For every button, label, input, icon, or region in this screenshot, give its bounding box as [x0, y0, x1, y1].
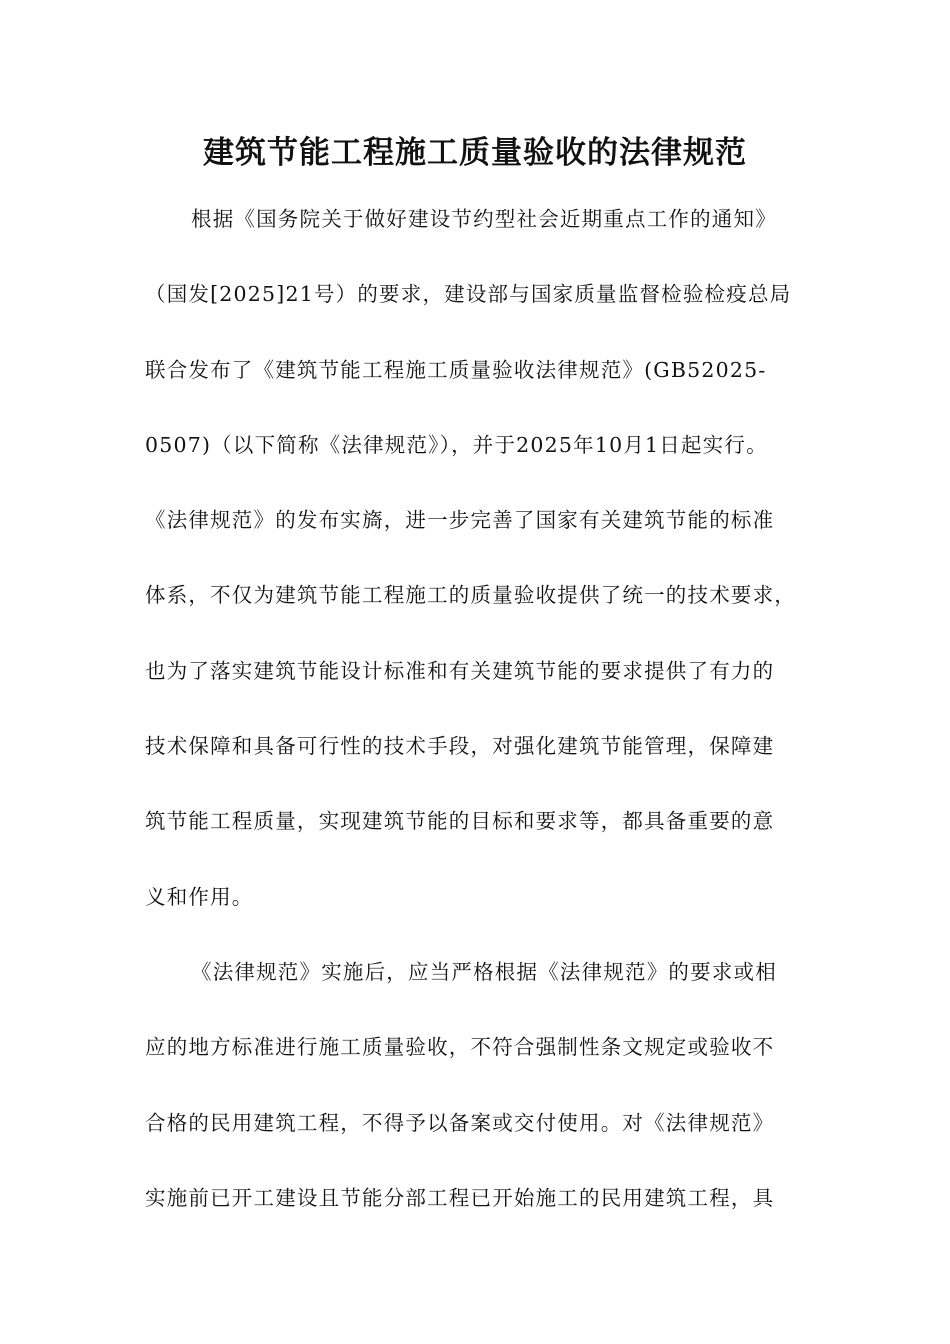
paragraph-line: 技术保障和具备可行性的技术手段，对强化建筑节能管理，保障建 — [145, 734, 775, 759]
paragraph-line: 根据《国务院关于做好建设节约型社会近期重点工作的通知》 — [191, 207, 777, 231]
paragraph-line: 实施前已开工建设且节能分部工程已开始施工的民用建筑工程，具 — [145, 1185, 775, 1210]
paragraph-line: 筑节能工程质量，实现建筑节能的目标和要求等，都具备重要的意 — [145, 809, 775, 834]
paragraph-line: 0507)（以下简称《法律规范》），并于2025年10月1日起实行。 — [145, 432, 768, 457]
paragraph-line: 合格的民用建筑工程，不得予以备案或交付使用。对《法律规范》 — [145, 1110, 775, 1135]
paragraph-line: 应的地方标准进行施工质量验收，不符合强制性条文规定或验收不 — [145, 1035, 775, 1060]
paragraph-line: 《法律规范》的发布实旖，进一步完善了国家有关建筑节能的标准 — [145, 508, 775, 533]
paragraph-line: 联合发布了《建筑节能工程施工质量验收法律规范》(GB52025- — [145, 357, 767, 382]
paragraph-line: 也为了落实建筑节能设计标准和有关建筑节能的要求提供了有力的 — [145, 658, 775, 683]
document-title: 建筑节能工程施工质量验收的法律规范 — [203, 135, 747, 171]
paragraph-line: （国发[2025]21号）的要求，建设部与国家质量监督检验检疫总局 — [145, 282, 792, 307]
paragraph-line: 义和作用。 — [145, 884, 254, 909]
document-body — [145, 189, 825, 1243]
paragraph-line: 体系，不仅为建筑节能工程施工的质量验收提供了统一的技术要求， — [145, 583, 796, 608]
paragraph-line: 《法律规范》实施后，应当严格根据《法律规范》的要求或相 — [191, 959, 777, 984]
